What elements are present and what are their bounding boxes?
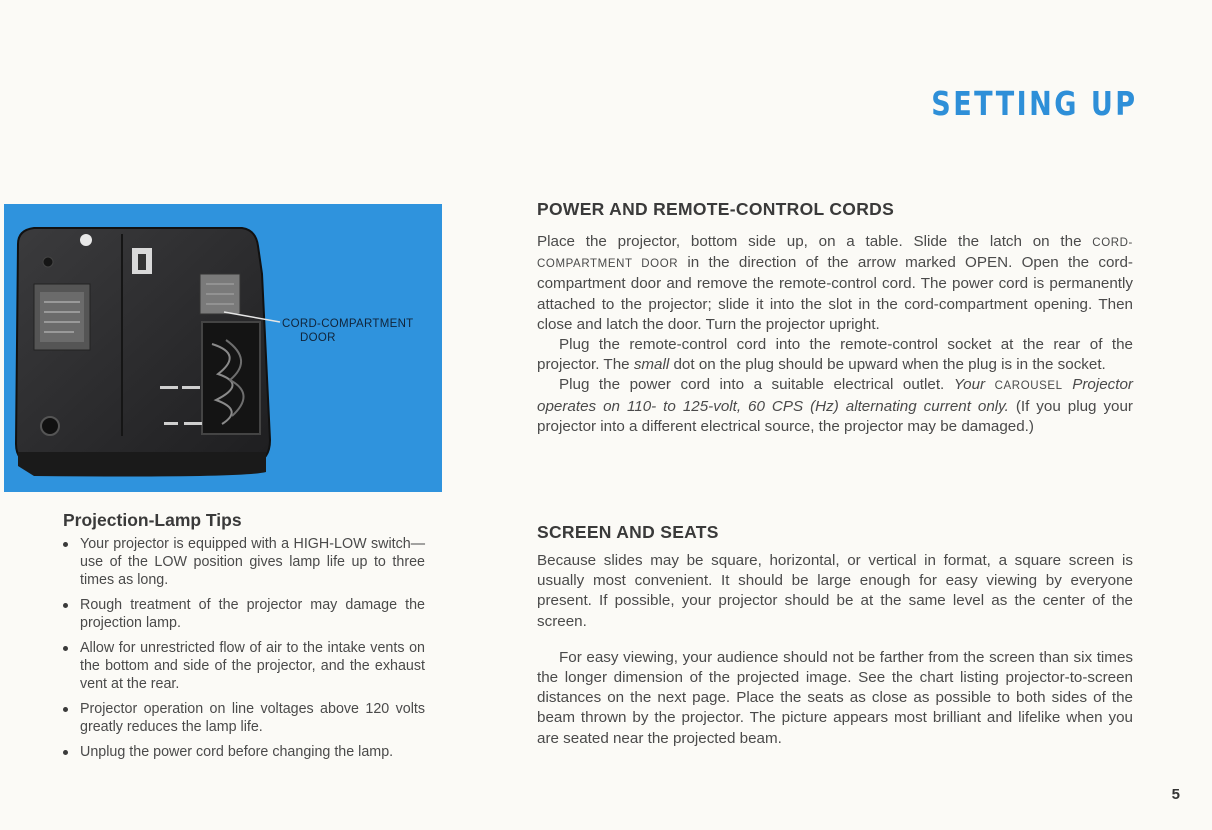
- power-section-heading: POWER AND REMOTE-CONTROL CORDS: [537, 199, 895, 219]
- list-item: [63, 535, 425, 589]
- tip-text: Unplug the power cord before changing the lamp.: [80, 744, 394, 760]
- text-run: Place the projector, bottom side up, on a table. Slide the latch on the: [537, 233, 1093, 250]
- bullet-icon: [63, 707, 68, 712]
- screen-paragraph-1: Because slides may be square, horizontal, or vertical in format, a square screen is usually most convenient. It should be large enough for easy viewing by everyone present. If possible, your projector should be at the same level as the center of the screen.: [537, 552, 1133, 630]
- power-paragraph-1: [537, 232, 1133, 335]
- italic-run: small: [633, 356, 670, 374]
- screen-section-heading: SCREEN AND SEATS: [537, 522, 719, 542]
- italic-run: Projector operates on 110- to 125-volt, 60 CPS (Hz) alternating current only.: [537, 376, 1133, 415]
- screen-paragraph-2: For easy viewing, your audience should not be farther from the screen than six times the longer dimension of the projected image. See the chart listing projector-to-screen distances on the next page. Place the seats as close as possible to both sides of the beam thrown by the projector. The picture appears most brilliant and lifelike when you are seated near the projected beam.: [537, 648, 1133, 747]
- power-paragraph-2: [537, 335, 1133, 375]
- projector-bottom-illustration: [4, 204, 442, 492]
- list-item: [63, 596, 425, 632]
- page-title: SETTING UP: [931, 84, 1138, 123]
- text-run: Plug the remote-control cord into the remote-control socket at the rear of the projector. The: [537, 336, 1133, 374]
- small-caps-run: CORD-COMPARTMENT DOOR: [537, 237, 1133, 271]
- tip-text: Your projector is equipped with a HIGH-LOW switch—use of the LOW position gives lamp life up to three times as long.: [80, 536, 425, 588]
- small-caps-run: CAROUSEL: [994, 380, 1063, 393]
- text-run: (If you plug your projector into a different electrical source, the projector may be damaged.): [537, 397, 1133, 435]
- bullet-icon: [63, 603, 68, 608]
- label-line-1: CORD-COMPARTMENT: [282, 318, 414, 330]
- tip-text: Rough treatment of the projector may damage the projection lamp.: [80, 597, 425, 631]
- cord-compartment-label: [282, 317, 414, 345]
- bullet-icon: [63, 542, 68, 547]
- power-paragraph-3: [537, 375, 1133, 437]
- text-run: in the direction of the arrow marked OPEN. Open the cord-compartment door and remove the remote-control cord. The power cord is permanently attached to the projector; slide it into the slot in the cord-compartment opening. Then close and latch the door. Turn the projector upright.: [537, 254, 1133, 333]
- tips-heading: Projection-Lamp Tips: [63, 510, 242, 530]
- screen-section-body: [537, 551, 1133, 749]
- list-item: [63, 700, 425, 736]
- list-item: [63, 743, 425, 761]
- label-line-2: DOOR: [300, 332, 336, 344]
- power-section-body: [537, 232, 1133, 437]
- tip-text: Allow for unrestricted flow of air to the intake vents on the bottom and side of the projector, and the exhaust vent at the rear.: [80, 640, 425, 692]
- text-run: Plug the power cord into a suitable electrical outlet.: [559, 376, 954, 394]
- page-number: 5: [1171, 786, 1180, 803]
- projector-photo: [4, 204, 442, 492]
- bullet-icon: [63, 750, 68, 755]
- tips-list: [63, 535, 425, 768]
- tip-text: Projector operation on line voltages above 120 volts greatly reduces the lamp life.: [80, 701, 425, 735]
- list-item: [63, 639, 425, 693]
- italic-run: Your: [953, 376, 995, 394]
- bullet-icon: [63, 646, 68, 651]
- text-run: dot on the plug should be upward when the plug is in the socket.: [669, 356, 1106, 374]
